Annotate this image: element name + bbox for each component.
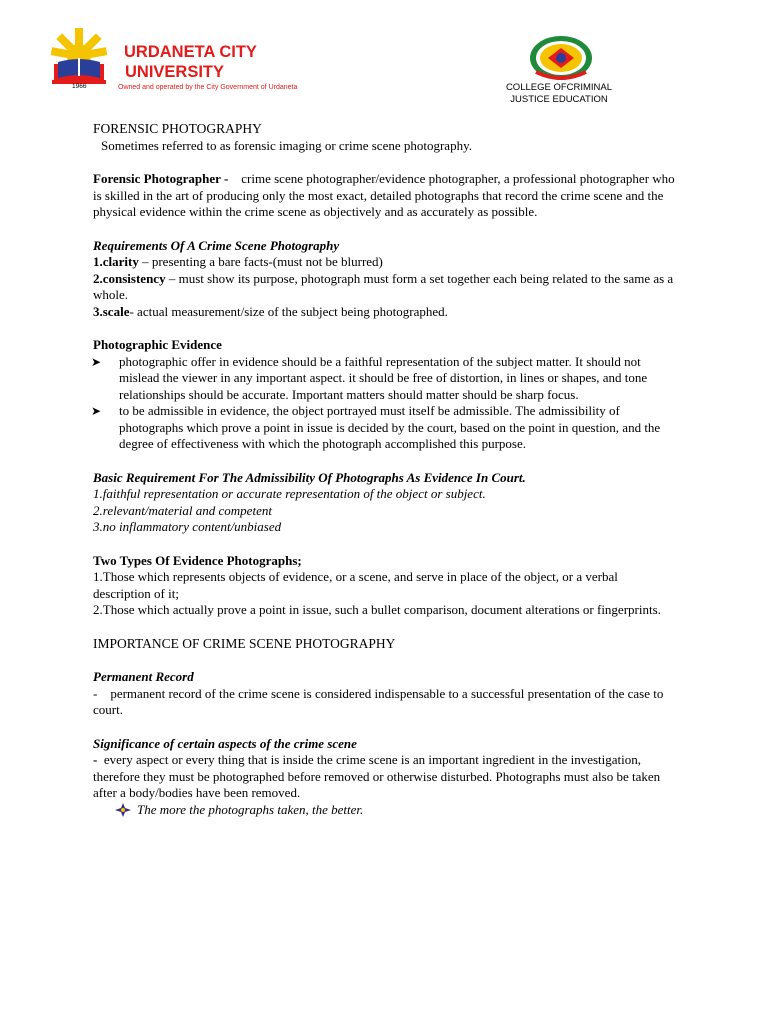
page-title: FORENSIC PHOTOGRAPHY (93, 121, 262, 136)
requirements-heading: Requirements Of A Crime Scene Photography (93, 237, 340, 253)
significance-text (93, 752, 677, 802)
requirement-term: 2.consistency (93, 270, 166, 286)
evidence-list (93, 354, 677, 453)
permanent-record-heading: Permanent Record (93, 669, 194, 684)
college-name (490, 82, 628, 106)
college-name-line2: JUSTICE EDUCATION (510, 94, 608, 105)
photographer-term: Forensic Photographer - (93, 171, 229, 186)
types-item: 1.Those which represents objects of evidence, or a scene, and serve in place of the object, or a verbal description of it; (93, 569, 618, 601)
document-body (93, 121, 677, 818)
requirement-text: – must show its purpose, photograph must form a set together each being related to the same as a whole. (93, 270, 674, 302)
admissibility-item: 2.relevant/material and competent (93, 502, 272, 518)
founding-year: 1966 (72, 83, 87, 90)
university-name-line2: UNIVERSITY (125, 63, 225, 81)
bullet-text: photographic offer in evidence should be a faithful representation of the subject matter. It should not mislead the viewer in any important aspect. it should be free of distortion, in lines or shapes, and tone relationships should be accurate. Important matters should matter should be sharp focus. (119, 353, 648, 402)
significance-heading: Significance of certain aspects of the crime scene (93, 735, 357, 751)
requirement-item (93, 254, 677, 271)
intro-text: Sometimes referred to as forensic imaging or crime scene photography. (101, 137, 472, 153)
list-item (93, 354, 677, 404)
closing-line (93, 802, 677, 819)
photographer-definition (93, 171, 677, 221)
arrow-bullet-icon: ➤ (91, 354, 102, 369)
admissibility-item: 1.faithful representation or accurate representation of the object or subject. (93, 486, 486, 501)
college-seal (528, 34, 594, 82)
college-name-line1: COLLEGE OFCRIMINAL (505, 82, 613, 93)
fleur-bullet-icon (115, 803, 131, 817)
types-heading: Two Types Of Evidence Photographs; (93, 552, 302, 568)
bullet-text: to be admissible in evidence, the object portrayed must itself be admissible. The admissibility of photographs which prove a point in issue is decided by the court, based on the point in question, and the degree of effectiveness with which the photograph accomplished this purpose. (119, 403, 661, 451)
requirement-text: – presenting a bare facts-(must not be blurred) (138, 254, 383, 269)
admissibility-item: 3.no inflammatory content/unbiased (93, 519, 282, 534)
arrow-bullet-icon: ➤ (91, 404, 102, 418)
significance-body: every aspect or every thing that is inside the crime scene is an important ingredient in the investigation, therefore they must be photographed before removed or otherwise disturbed. Photographs must also be taken after a body/bodies have been removed. (93, 752, 664, 800)
requirement-item (93, 271, 677, 304)
university-name (124, 42, 257, 82)
university-tagline: Owned and operated by the City Government of Urdaneta (118, 84, 298, 91)
requirement-term: 3.scale (93, 303, 130, 319)
types-item: 2.Those which actually prove a point in issue, such a bullet comparison, document alterations or fingerprints. (93, 602, 661, 617)
university-name-line1: URDANETA CITY (124, 43, 257, 61)
university-logo (46, 28, 112, 88)
evidence-heading: Photographic Evidence (93, 337, 222, 352)
closing-text: The more the photographs taken, the better. (137, 801, 364, 817)
requirement-item (93, 304, 677, 321)
list-item (93, 403, 677, 453)
admissibility-heading: Basic Requirement For The Admissibility Of Photographs As Evidence In Court. (93, 469, 526, 485)
dash-marker: - (93, 752, 98, 767)
photographer-text: crime scene photographer/evidence photographer, a professional photographer who is skilled in the art of producing only the most exact, detailed photographs that record the crime scene and the physical evidence within the crime scene as objectively and as accurately as possible. (93, 171, 675, 219)
requirement-text: - actual measurement/size of the subject being photographed. (129, 303, 448, 319)
permanent-record-text: - permanent record of the crime scene is considered indispensable to a successful presentation of the case to court. (93, 685, 667, 717)
requirement-term: 1.clarity (93, 254, 139, 269)
importance-heading: IMPORTANCE OF CRIME SCENE PHOTOGRAPHY (93, 635, 396, 651)
